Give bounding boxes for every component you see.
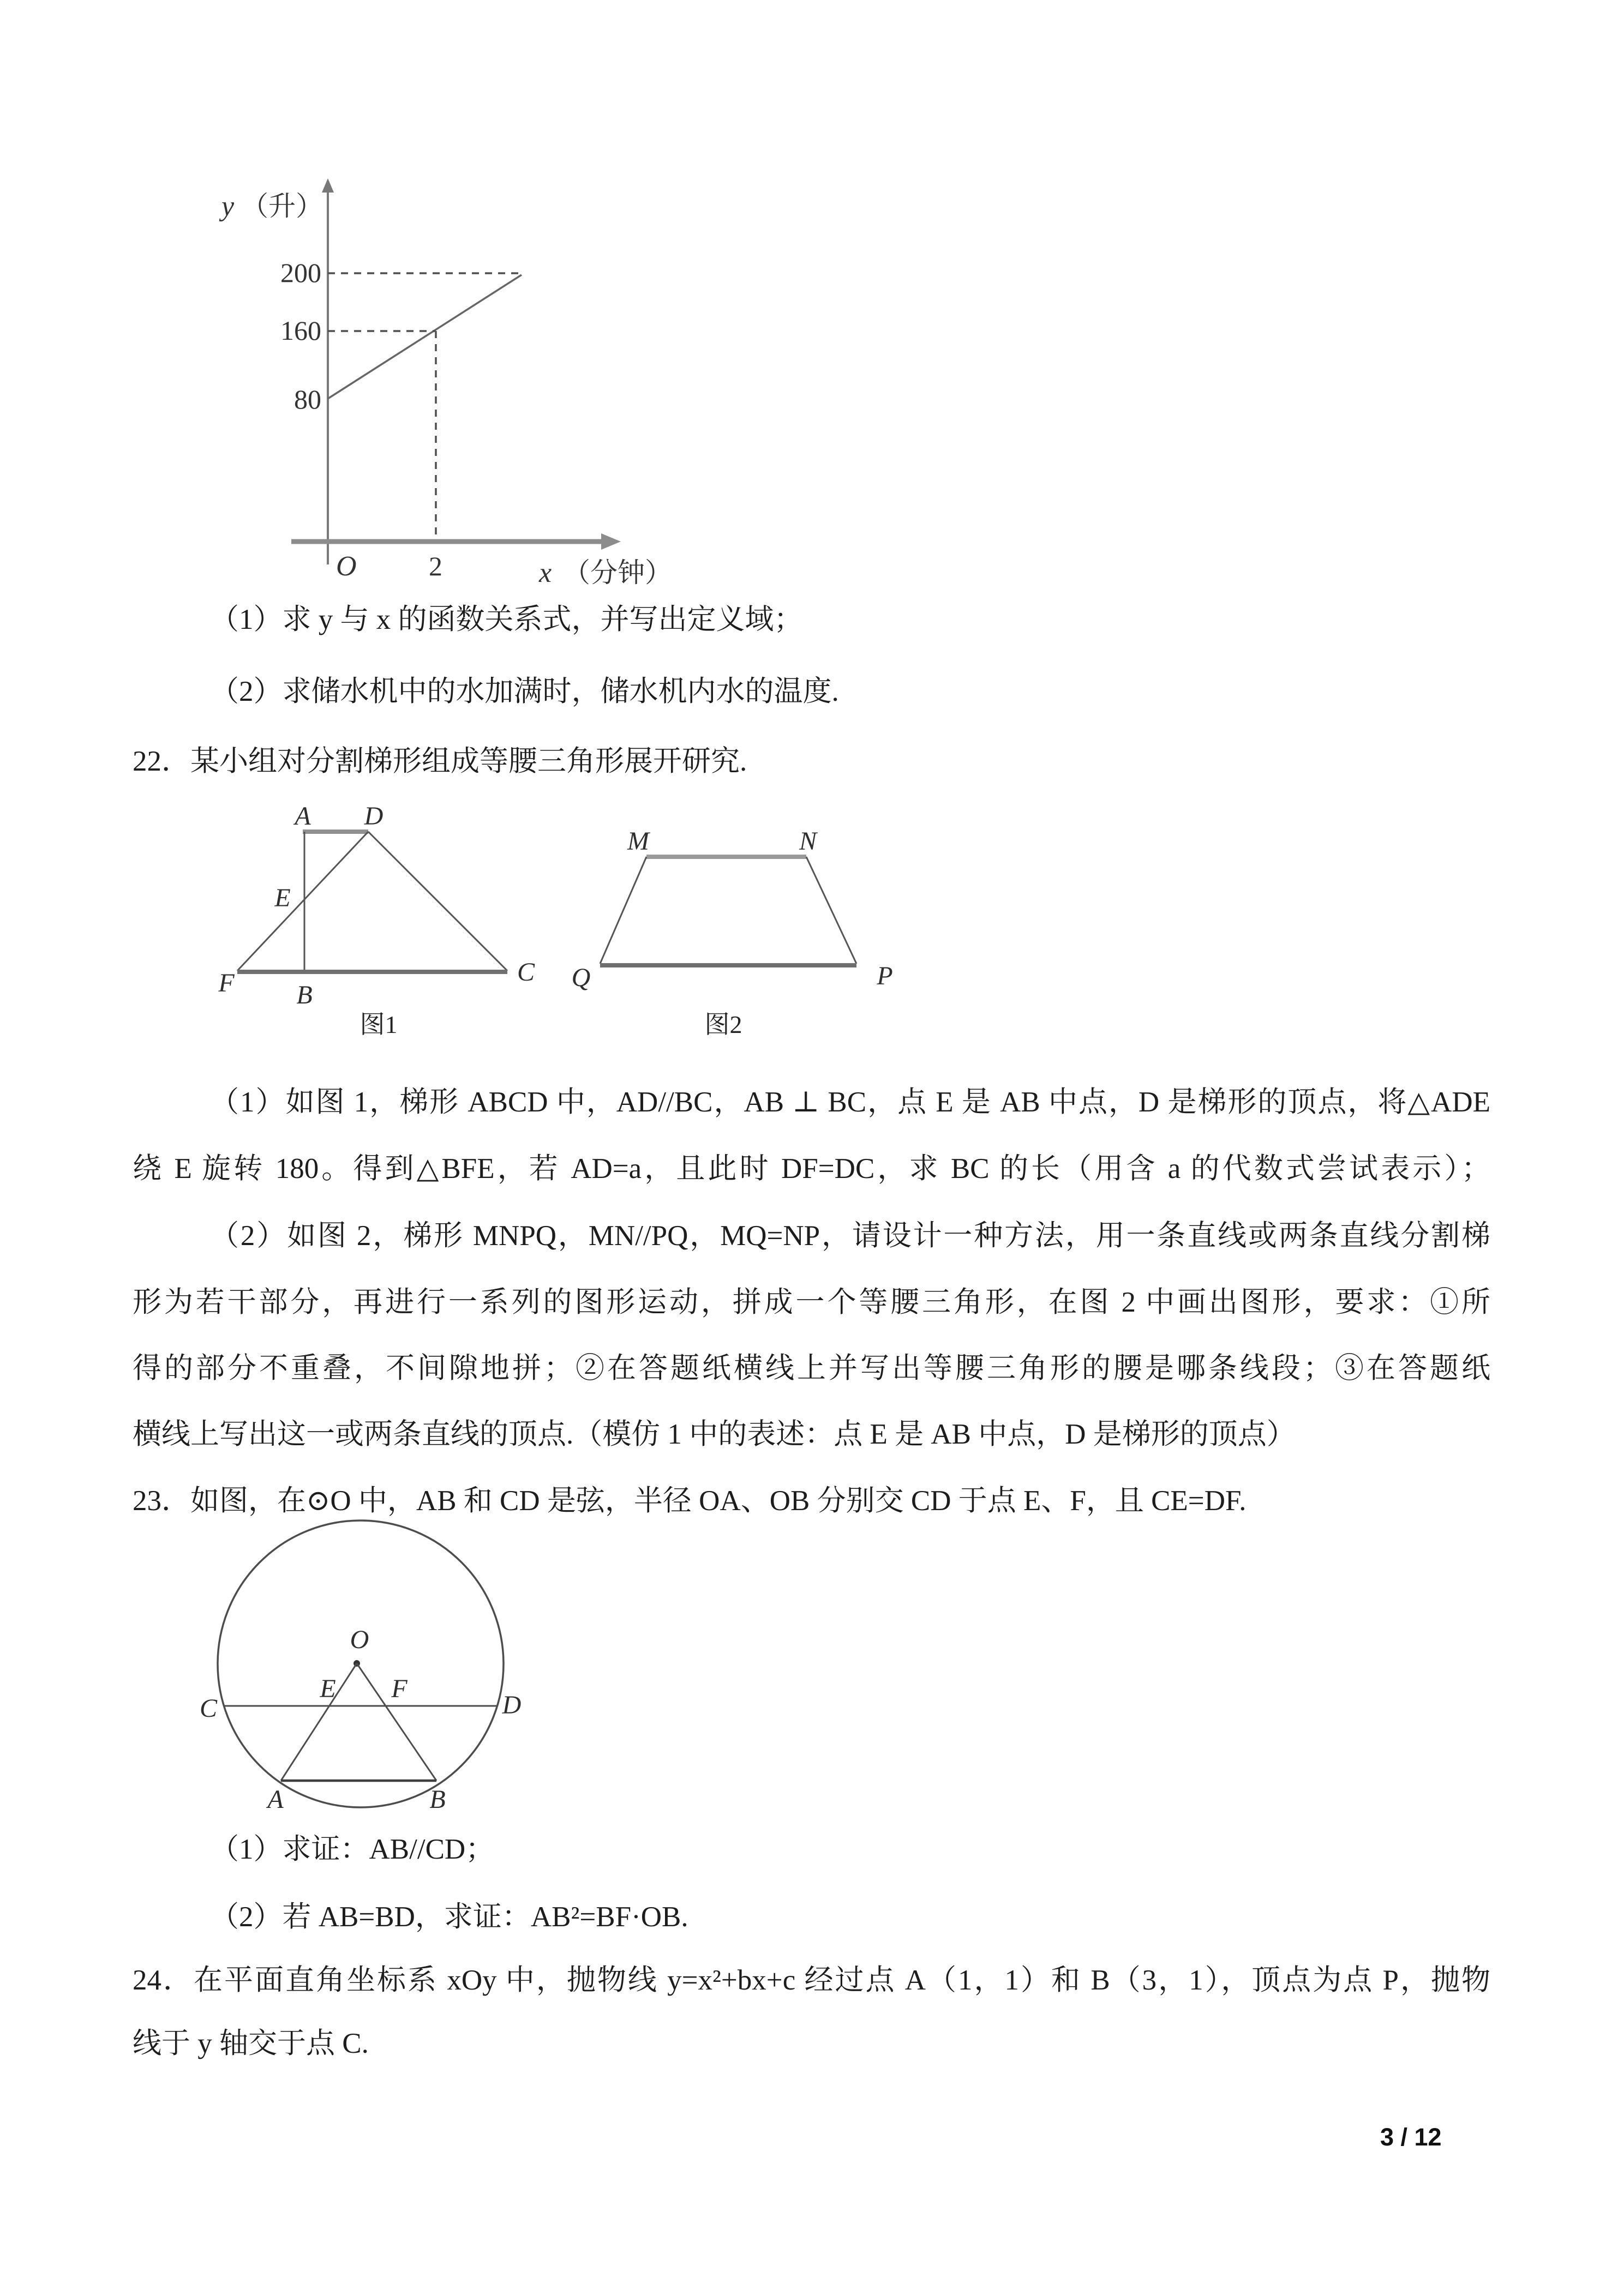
x-axis-var-label: x <box>539 557 552 588</box>
q22-figure1 <box>202 796 562 1053</box>
circle-label-C: C <box>199 1694 218 1723</box>
q22-part1-line2: 绕 E 旋转 180。得到△BFE，若 AD=a，且此时 DF=DC，求 BC 的长（用含 a 的代数式尝试表示）； <box>133 1153 1490 1185</box>
q22-figure2 <box>562 796 922 1053</box>
q21-function-graph <box>218 177 682 592</box>
q22-part1-line1: （1）如图 1，梯形 ABCD 中，AD//BC，AB ⊥ BC，点 E 是 AB 中点，D 是梯形的顶点，将△ADE <box>210 1086 1490 1118</box>
fig1-label-F: F <box>218 969 235 997</box>
fig2-segment-MQ <box>600 857 646 964</box>
q23-part2: （2）若 AB=BD，求证：AB²=BF·OB. <box>210 1901 688 1933</box>
y-tick-160: 160 <box>280 315 321 346</box>
circle-label-A: A <box>267 1785 284 1814</box>
fig2-label-P: P <box>877 961 893 990</box>
q22-part2-line3: 得的部分不重叠，不间隙地拼；②在答题纸横线上并写出等腰三角形的腰是哪条线段；③在答题纸 <box>133 1353 1490 1384</box>
y-tick-200: 200 <box>280 257 321 288</box>
q22-part2-line4: 横线上写出这一或两条直线的顶点.（模仿 1 中的表述：点 E 是 AB 中点，D 是梯形的顶点） <box>133 1419 1296 1450</box>
fig2-caption: 图2 <box>704 1011 742 1038</box>
fig1-segment-DC <box>368 832 507 971</box>
page-number: 3 / 12 <box>1380 2123 1442 2151</box>
fig1-label-B: B <box>296 981 313 1009</box>
x-tick-2: 2 <box>429 551 442 581</box>
q21-part2: （2）求储水机中的水加满时，储水机内水的温度. <box>210 676 839 707</box>
fig1-segment-FD <box>237 832 368 971</box>
origin-label: O <box>336 551 357 582</box>
fig2-label-M: M <box>627 827 649 856</box>
q23-title: 23．如图，在⊙O 中，AB 和 CD 是弦，半径 OA、OB 分别交 CD 于点 E、F，且 CE=DF. <box>133 1485 1247 1517</box>
radius-OA <box>281 1663 357 1781</box>
q22-part2-line1: （2）如图 2，梯形 MNPQ，MN//PQ，MQ=NP，请设计一种方法，用一条直线或两条直线分割梯 <box>210 1220 1490 1252</box>
q23-part1: （1）求证：AB//CD； <box>210 1834 495 1865</box>
q21-part1: （1）求 y 与 x 的函数关系式，并写出定义域； <box>210 604 803 635</box>
circle-label-F: F <box>391 1674 408 1703</box>
circle-label-O: O <box>350 1625 369 1654</box>
y-tick-80: 80 <box>294 384 321 414</box>
fig1-label-C: C <box>517 958 535 987</box>
q24-line1: 24．在平面直角坐标系 xOy 中，抛物线 y=x²+bx+c 经过点 A（1，1）和 B（3，1），顶点为点 P，抛物 <box>133 1964 1490 1996</box>
y-axis-unit-label: （升） <box>241 191 323 221</box>
fig2-segment-NP <box>806 857 856 964</box>
x-axis-arrow-icon <box>601 533 621 550</box>
q22-part2-line2: 形为若干部分，再进行一系列的图形运动，拼成一个等腰三角形，在图 2 中画出图形，要求：①所 <box>133 1287 1490 1318</box>
fig2-label-N: N <box>799 827 817 856</box>
fig2-label-Q: Q <box>571 963 591 992</box>
water-volume-line <box>328 275 522 399</box>
q24-line2: 线于 y 轴交于点 C. <box>133 2028 369 2059</box>
circle-O <box>218 1520 504 1807</box>
x-axis-unit-label: （分钟） <box>563 557 672 588</box>
y-axis-var-label: y <box>221 191 235 222</box>
circle-label-B: B <box>429 1785 446 1814</box>
circle-label-D: D <box>502 1691 522 1720</box>
fig1-caption: 图1 <box>359 1011 398 1038</box>
q23-circle-figure <box>191 1511 540 1827</box>
y-axis-arrow-icon <box>322 178 334 193</box>
fig1-label-A: A <box>295 802 311 831</box>
fig1-label-E: E <box>274 883 291 912</box>
circle-label-E: E <box>320 1674 336 1703</box>
q22-title: 22．某小组对分割梯形组成等腰三角形展开研究. <box>133 746 747 777</box>
fig1-label-D: D <box>364 802 383 831</box>
